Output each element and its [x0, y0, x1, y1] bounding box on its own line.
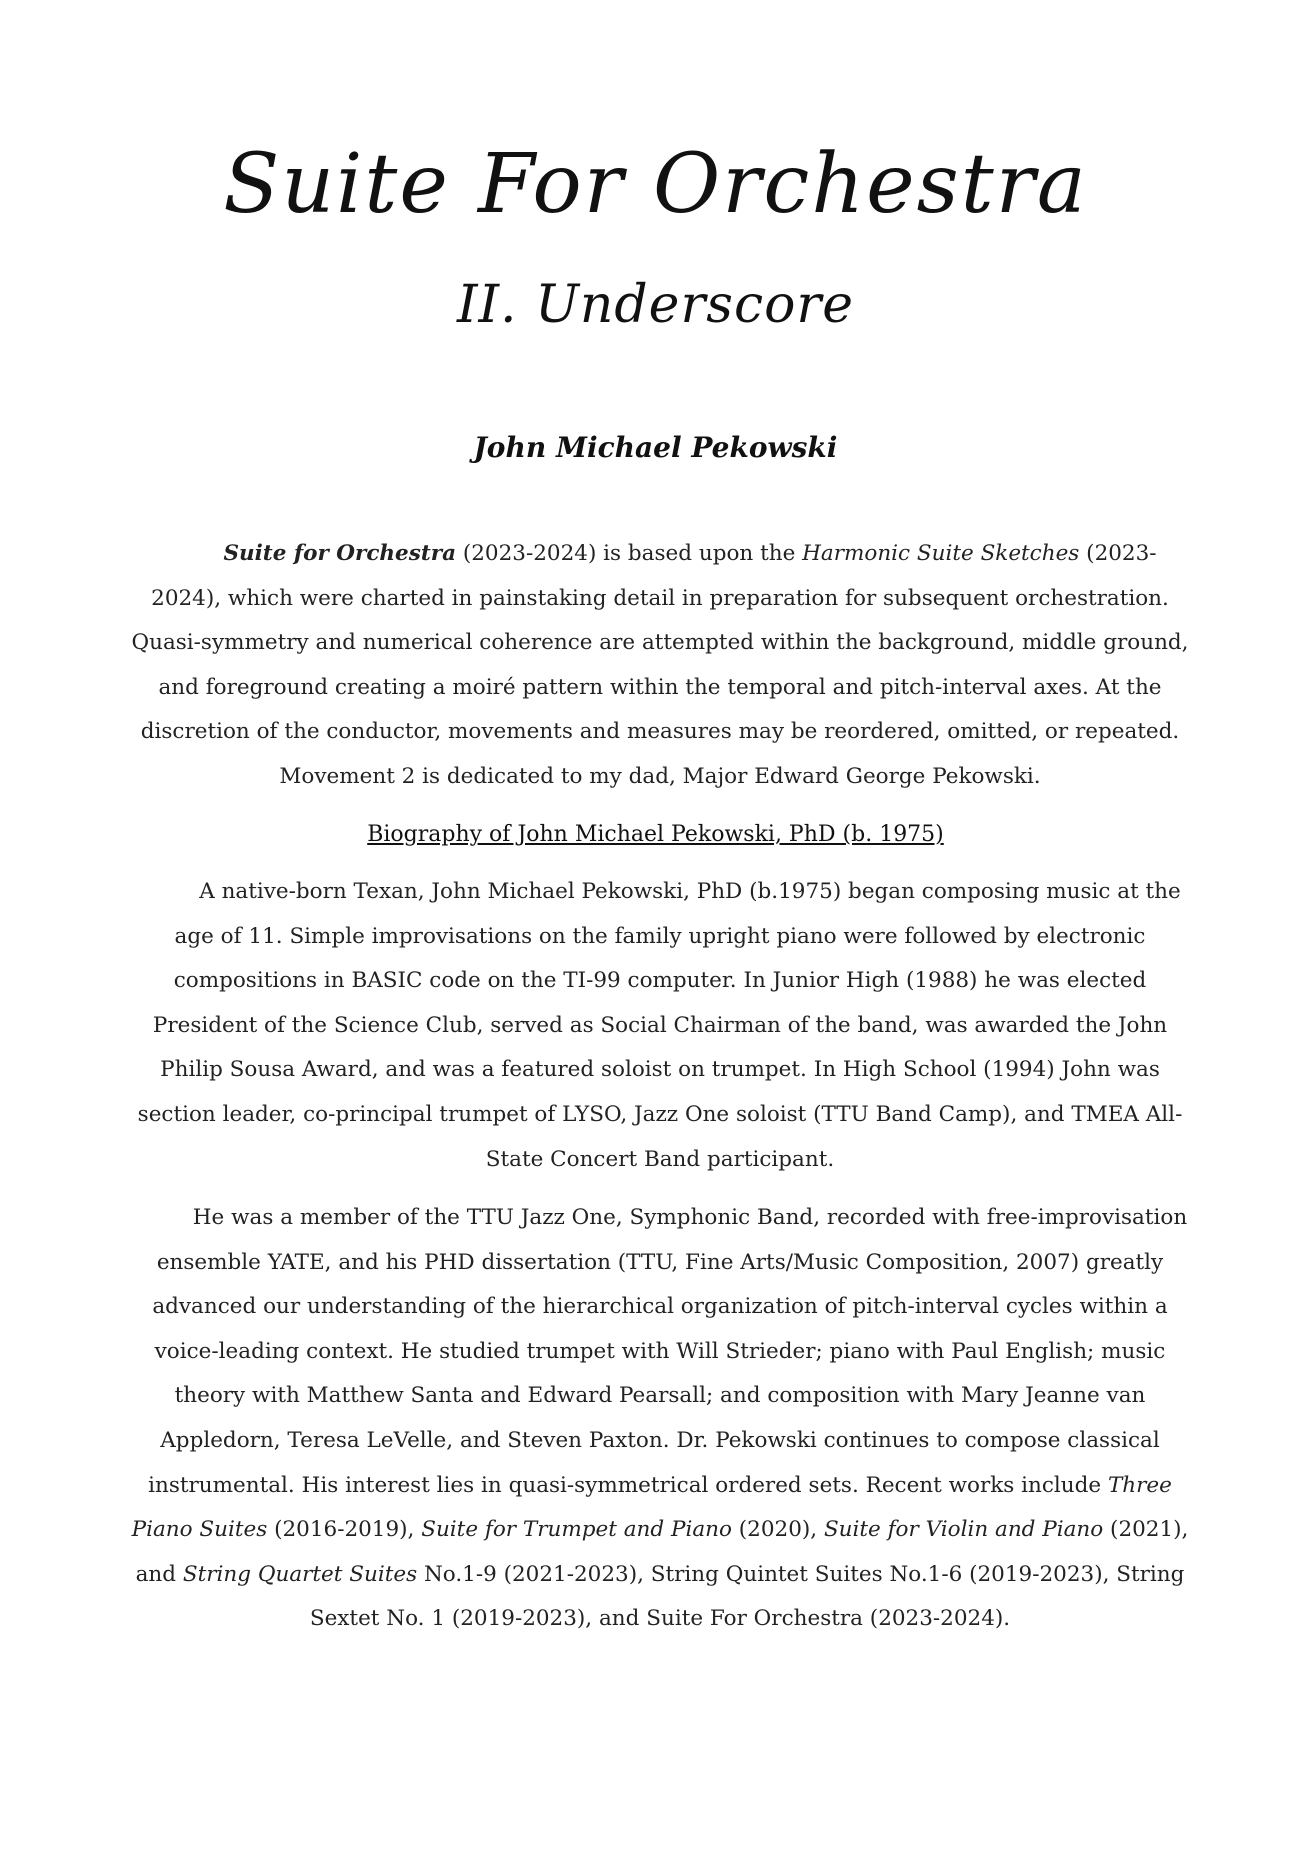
biography-paragraph-1-text: A native-born Texan, John Michael Pekowski, PhD (b.1975) began composing music at the age of 11. Simple improvisations on the family upright piano were followed by electronic compositions in BASIC code on the TI-99 computer. In Junior High (1988) he was elected President of the Science Club, served as Social Chairman of the band, was awarded the John Philip Sousa Award, and was a featured soloist on trumpet. In High School (1994) John was section leader, co-principal trumpet of LYSO, Jazz One soloist (TTU Band Camp), and TMEA All-State Concert Band participant. — [137, 879, 1183, 1172]
composer-name: John Michael Pekowski — [473, 431, 838, 464]
biography-paragraph-2-text-a: He was a member of the TTU Jazz One, Symphonic Band, recorded with free-improvisation ensemble YATE, and his PHD dissertation (TTU, Fine Arts/Music Composition, 2007) greatly advanced our understanding of the hierarchical organization of pitch-interval cycles within a voice-leading context. He studied trumpet with Will Strieder; piano with Paul English; music theory with Matthew Santa and Edward Pearsall; and composition with Mary Jeanne van Appledorn, Teresa LeVelle, and Steven Paxton. Dr. Pekowski continues to compose classical instrumental. His interest lies in quasi-symmetrical ordered sets. Recent works include — [148, 1205, 1188, 1498]
biography-paragraph-2 — [130, 1196, 1190, 1642]
work-string-quartet-suites: String Quartet Suites — [182, 1561, 418, 1587]
biography-paragraph-2-text-b: (2016-2019), — [267, 1517, 422, 1543]
biography-paragraph-2-text-c: (2020), — [731, 1517, 824, 1543]
biography-paragraph-2-text-e: No.1-9 (2021-2023), String Quintet Suites No.1-6 (2019-2023), String Sextet No. 1 (2019-2023), and Suite For Orchestra (2023-2024). — [309, 1561, 1185, 1632]
biography-heading: Biography of John Michael Pekowski, PhD (b. 1975) — [367, 822, 944, 847]
work-suite-violin-piano: Suite for Violin and Piano — [823, 1517, 1104, 1543]
work-title-emphasis: Suite for Orchestra — [223, 541, 457, 566]
biography-paragraph-2-text-d: (2021), and — [135, 1517, 1189, 1587]
work-suite-trumpet-piano: Suite for Trumpet and Piano — [421, 1517, 732, 1543]
biography-paragraph-1 — [130, 870, 1190, 1182]
sketches-title-emphasis: Harmonic Suite Sketches — [802, 541, 1080, 566]
work-three-piano-suites: Three Piano Suites — [131, 1472, 1172, 1543]
program-note-text-rest: (2023-2024), which were charted in painstaking detail in preparation for subsequent orchestration. Quasi-symmetry and numerical coherence are attempted within the background, middle ground, and foreground creating a moiré pattern within the temporal and pitch-interval axes. At the discretion of the conductor, movements and measures may be reordered, omitted, or repeated. Movement 2 is dedicated to my dad, Major Edward George Pekowski. — [131, 541, 1189, 789]
program-note-text: (2023-2024) is based upon the — [456, 541, 803, 566]
program-note-paragraph — [130, 532, 1190, 800]
movement-subtitle: II. Underscore — [456, 275, 855, 335]
page-title: Suite For Orchestra — [223, 137, 1088, 232]
